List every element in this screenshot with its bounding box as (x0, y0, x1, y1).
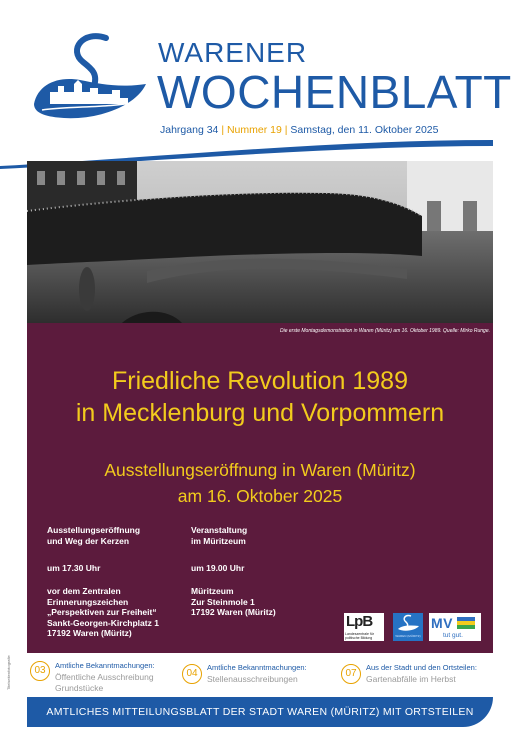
lpb-logo (344, 613, 384, 641)
issue-separator: | (221, 124, 225, 136)
event-right-time: um 19.00 Uhr (191, 563, 245, 573)
issue-volume: Jahrgang 34 (160, 124, 219, 136)
event-right-title: Veranstaltung im Müritzeum (191, 525, 248, 546)
masthead-title-line1: WARENER (158, 37, 308, 68)
subheadline-line1: Ausstellungseröffnung in Waren (Müritz) (104, 460, 416, 480)
issue-date: Samstag, den 11. Oktober 2025 (290, 124, 439, 136)
event-right-place: Müritzeum Zur Steinmole 1 17192 Waren (Müritz) (191, 586, 276, 617)
event-left-time: um 17.30 Uhr (47, 563, 101, 573)
section-subtitle: Stellenausschreibungen (207, 674, 298, 684)
footer-banner-text: AMTLICHES MITTEILUNGSBLATT DER STADT WAREN (MÜRITZ) MIT ORTSTEILEN (46, 706, 474, 718)
lpb-logo-text: Landeszentrale für politische Bildung (345, 632, 374, 640)
demonstration-photo-image (27, 161, 493, 323)
headline-line2: in Mecklenburg und Vorpommern (75, 399, 445, 427)
section-title: Amtliche Bekanntmachungen: (55, 661, 155, 670)
side-note: Titelseitenfotografie (6, 655, 11, 690)
event-left-place: vor dem Zentralen Erinnerungszeichen „Perspektiven zur Freiheit“ Sankt-Georgen-Kirchplatz 1 17192 Waren (Müritz) (47, 586, 159, 638)
event-left-title: Ausstellungseröffnung und Weg der Kerzen (47, 525, 141, 546)
lpb-logo-mark: LpB (346, 613, 373, 630)
masthead-title-line2: WOCHENBLATT (157, 66, 512, 118)
mv-logo-mark: MV (431, 615, 453, 631)
waren-logo-text: WAREN (MÜRITZ) (395, 634, 421, 638)
swan-logo (28, 32, 154, 124)
swan-icon (393, 613, 423, 633)
issue-number: Nummer 19 (226, 124, 282, 136)
subheadline-line2: am 16. Oktober 2025 (177, 486, 343, 506)
section-subtitle: Gartenabfälle im Herbst (366, 674, 456, 684)
section-subtitle: Öffentliche Ausschreibung (55, 672, 154, 682)
flag-icon (457, 617, 475, 629)
section-number-badge: 07 (341, 664, 361, 684)
section-number-badge: 04 (182, 664, 202, 684)
photo-caption: Die erste Montagsdemonstration in Waren (Müritz) am 16. Oktober 1989. Quelle: Mirko Runge. (280, 328, 490, 334)
cover-photo (27, 161, 493, 323)
section-title: Aus der Stadt und den Ortsteilen: (366, 663, 477, 672)
headline-line1: Friedliche Revolution 1989 (111, 367, 408, 395)
mv-logo-slogan: tut gut. (443, 632, 463, 639)
section-title: Amtliche Bekanntmachungen: (207, 663, 307, 672)
mv-tut-gut-logo (429, 613, 481, 641)
section-number-badge: 03 (30, 661, 50, 681)
section-subtitle: Grundstücke (55, 683, 104, 693)
issue-separator: | (284, 124, 288, 136)
waren-logo (393, 613, 423, 641)
